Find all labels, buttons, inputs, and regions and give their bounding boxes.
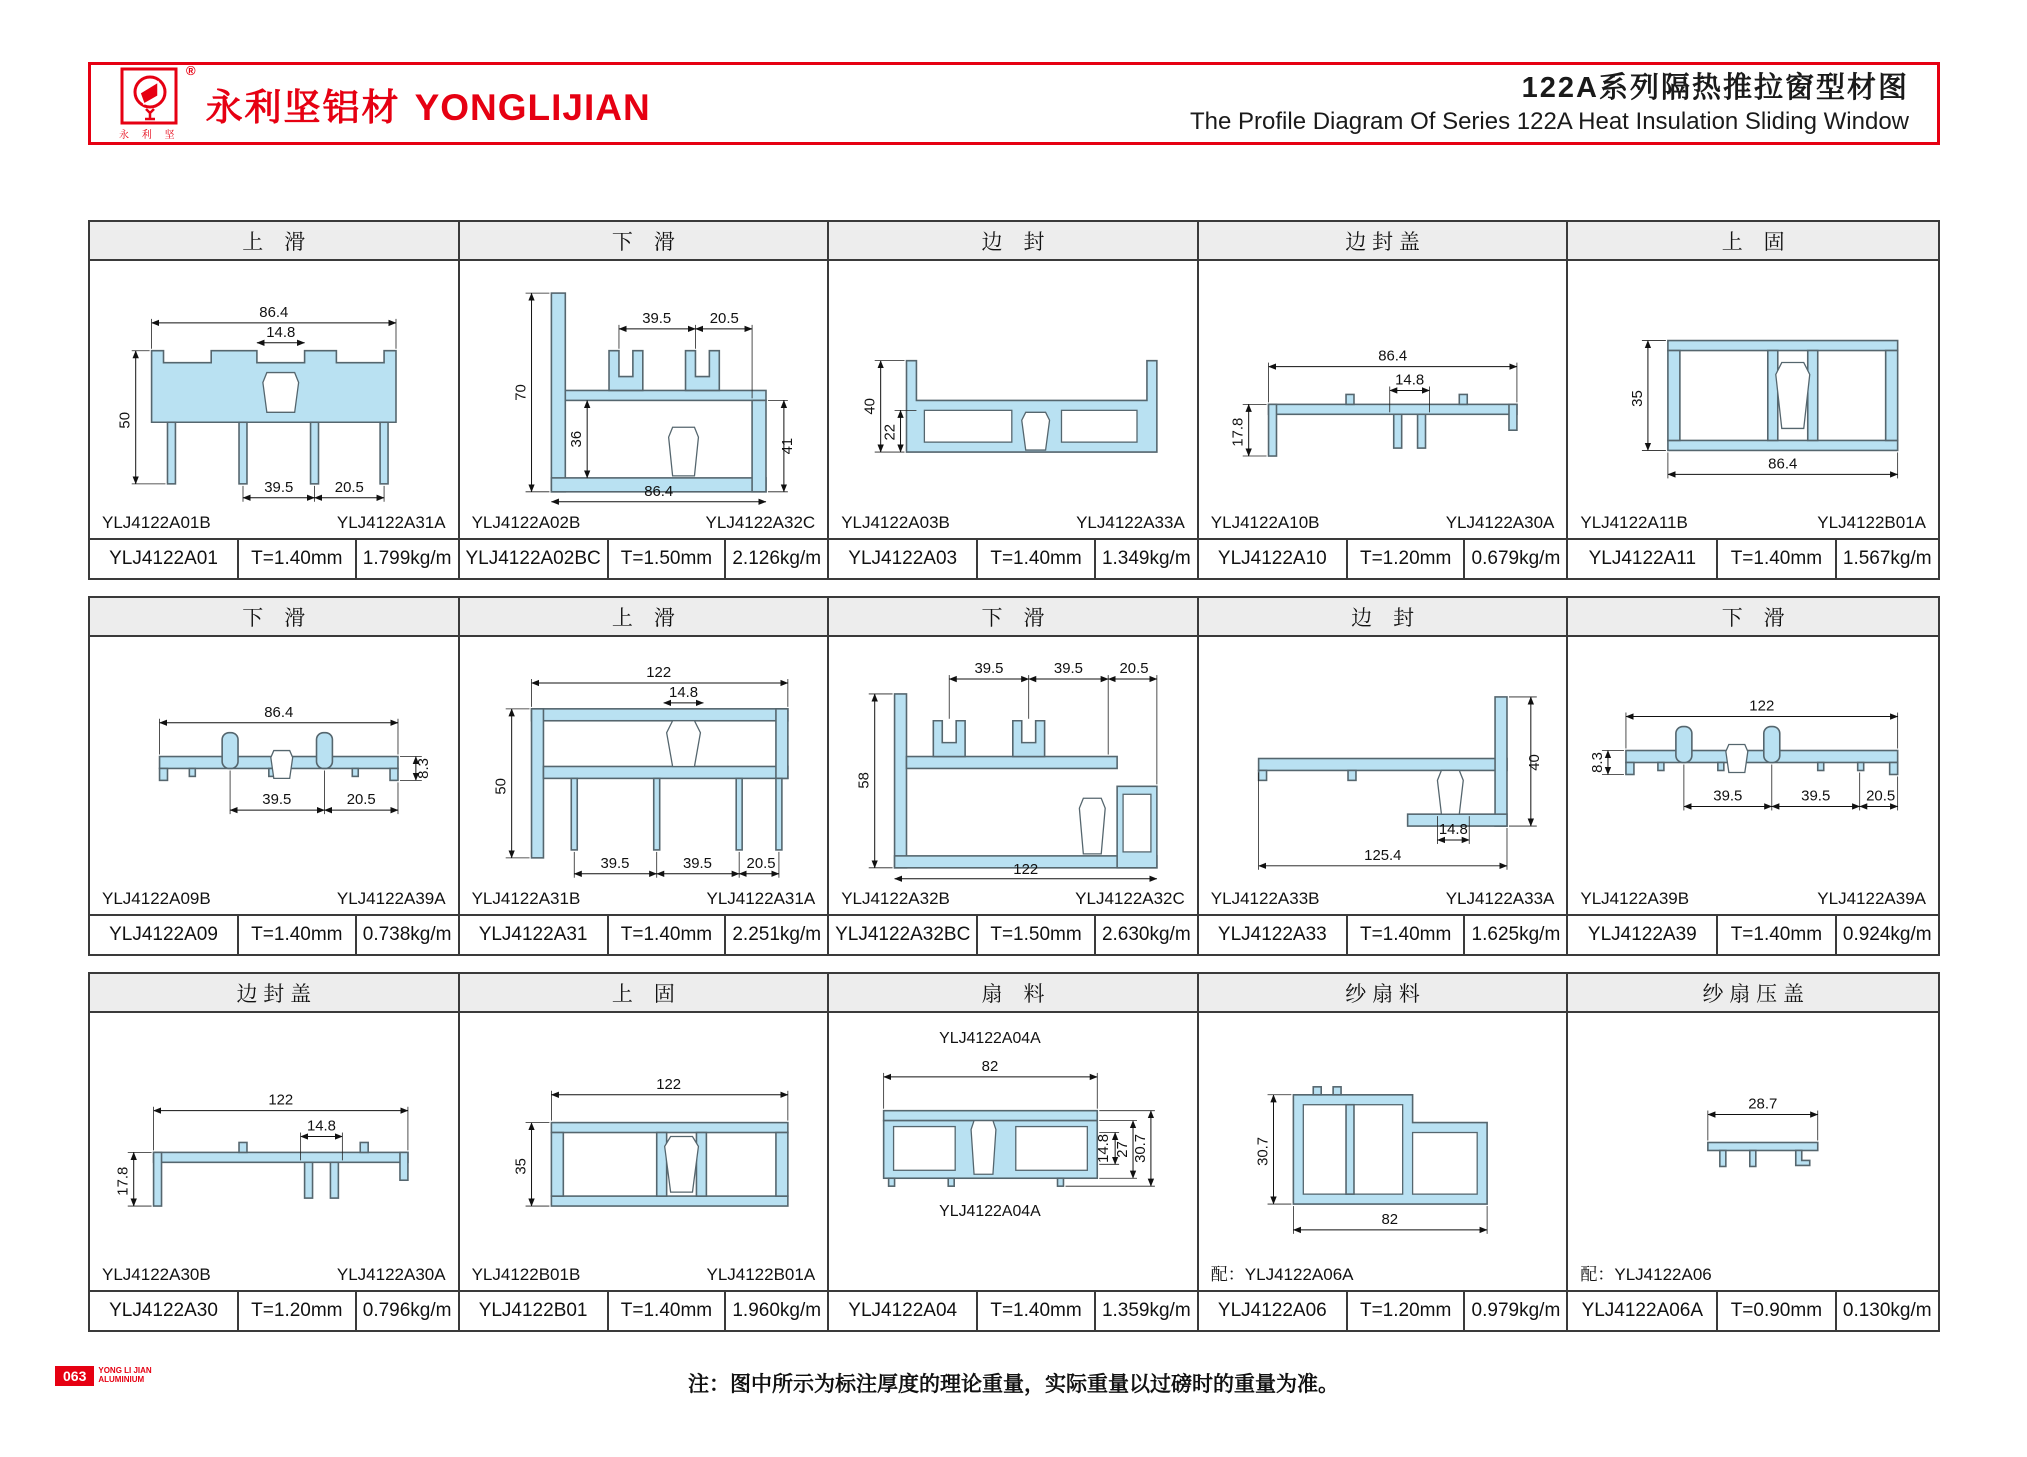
spec-row: [1199, 538, 1567, 578]
dim-label: 14.8: [1096, 1133, 1113, 1163]
brand-name-en: YONGLIJIAN: [414, 86, 651, 128]
spec-model: YLJ4122A09: [109, 924, 218, 945]
cell-title: 边 封 盖: [90, 974, 458, 1013]
dim-label: 86.4: [643, 483, 673, 500]
cell-title: 纱 扇 压 盖: [1568, 974, 1938, 1013]
spec-thickness: T=1.50mm: [607, 540, 725, 578]
dim-label: 82: [1381, 1211, 1398, 1228]
model-right: YLJ4122A31A: [336, 513, 446, 532]
spec-row: [1568, 538, 1938, 578]
registered-mark: ®: [185, 62, 196, 78]
spec-row: [90, 1290, 458, 1330]
model-labels: [102, 889, 446, 909]
spec-weight: 0.924kg/m: [1835, 916, 1938, 954]
spec-weight: 1.960kg/m: [724, 1292, 827, 1330]
page-number: 063: [55, 1366, 94, 1386]
badge-brand-line1: YONG LI JIAN: [98, 1366, 152, 1375]
dim-label: 36: [568, 430, 585, 448]
profile-cell-bianfeng-a03: [829, 222, 1199, 578]
model-labels: [841, 513, 1185, 533]
profile-drawing: [829, 261, 1197, 509]
cell-title: 纱 扇 料: [1199, 974, 1567, 1013]
model-left: YLJ4122A32B: [841, 889, 950, 908]
dim-label: 20.5: [746, 855, 776, 872]
spec-weight: 1.799kg/m: [355, 540, 458, 578]
profile-cell-shanghuai-a31: [460, 598, 830, 954]
spec-row: [1199, 914, 1567, 954]
dim-label: 50: [117, 411, 134, 429]
profile-drawing-area: [1199, 1013, 1567, 1290]
dim-label: 40: [862, 398, 879, 415]
model-labels: [1580, 889, 1926, 909]
dim-label: 39.5: [262, 792, 292, 809]
dim-label: 30.7: [1133, 1133, 1150, 1163]
profile-drawing: [460, 1013, 828, 1261]
profile-drawing-area: [90, 1013, 458, 1290]
profile-cell-shashanyagai-a06a: [1568, 974, 1938, 1330]
page-title: [1190, 70, 1909, 136]
model-left: YLJ4122A31B: [471, 889, 581, 908]
dim-label: 122: [645, 665, 671, 682]
profile-drawing: [90, 1013, 458, 1261]
profile-drawing-area: [1199, 637, 1567, 914]
dim-label: 39.5: [974, 661, 1004, 678]
profile-drawing: [460, 261, 828, 509]
profile-drawing: [1568, 261, 1938, 509]
dim-label: 20.5: [334, 479, 364, 496]
profile-drawing: [1568, 1013, 1938, 1261]
model-left: YLJ4122A02B: [471, 513, 581, 532]
spec-thickness: T=1.50mm: [976, 916, 1094, 954]
profile-drawing-area: [829, 261, 1197, 538]
profile-cell-xiahuai-a02: [460, 222, 830, 578]
model-left: YLJ4122A39B: [1580, 889, 1690, 908]
dim-label: 35: [513, 1158, 530, 1175]
profile-cell-xiahuai-a32: [829, 598, 1199, 954]
dim-label: 39.5: [682, 855, 712, 872]
spec-row: [460, 1290, 828, 1330]
dim-label: 40: [1526, 754, 1543, 771]
profile-drawing-area: [1199, 261, 1567, 538]
profile-cell-bianfenggai-a10: [1199, 222, 1569, 578]
model-right: YLJ4122B01A: [1817, 513, 1926, 532]
dim-label: 20.5: [709, 310, 739, 327]
spec-model: YLJ4122A04: [848, 1300, 958, 1321]
model-labels: [1211, 1260, 1555, 1285]
profile-drawing-area: [90, 261, 458, 538]
spec-model: YLJ4122A11: [1588, 548, 1697, 569]
dim-label: 122: [655, 1076, 681, 1093]
dim-label: 86.4: [259, 304, 289, 321]
dim-label: 14.8: [266, 324, 296, 341]
dim-label: 86.4: [1768, 455, 1798, 473]
profile-drawing-area: [1568, 637, 1938, 914]
brand-header: [88, 62, 1940, 145]
model-labels: [1580, 513, 1926, 533]
spec-model: YLJ4122A32BC: [835, 924, 971, 945]
spec-thickness: T=1.40mm: [976, 540, 1094, 578]
spec-thickness: T=1.40mm: [1716, 916, 1834, 954]
spec-thickness: T=1.40mm: [976, 1292, 1094, 1330]
dim-label: 17.8: [1230, 417, 1247, 447]
spec-row: [1568, 914, 1938, 954]
model-labels: [102, 513, 446, 533]
cell-title: 扇 料: [829, 974, 1197, 1013]
profile-drawing: [460, 637, 828, 885]
brand-name: [206, 77, 651, 131]
spec-model: YLJ4122A03: [848, 548, 958, 569]
spec-thickness: T=1.40mm: [607, 916, 725, 954]
model-left: YLJ4122A30B: [102, 1265, 211, 1284]
model-labels: [472, 513, 816, 533]
page-title-cn: 122A系列隔热推拉窗型材图: [1521, 72, 1909, 105]
spec-weight: 1.349kg/m: [1094, 540, 1197, 578]
model-left: YLJ4122A01B: [102, 513, 211, 532]
spec-weight: 0.679kg/m: [1463, 540, 1566, 578]
profile-drawing-area: [90, 637, 458, 914]
spec-weight: 0.130kg/m: [1835, 1292, 1938, 1330]
cell-title: 下 滑: [90, 598, 458, 637]
spec-row: [829, 1290, 1197, 1330]
profile-cell-shanggu-b01: [460, 974, 830, 1330]
brand-logo: [119, 62, 196, 141]
spec-row: [460, 538, 828, 578]
spec-model: YLJ4122A06: [1217, 1300, 1327, 1321]
dim-label: 20.5: [1119, 661, 1149, 678]
cell-title: 下 滑: [460, 222, 828, 261]
dim-label: 14.8: [1438, 822, 1468, 839]
cell-title: 边 封: [829, 222, 1197, 261]
dim-label: 27: [1115, 1141, 1132, 1158]
model-labels: [841, 889, 1185, 909]
spec-weight: 1.359kg/m: [1094, 1292, 1197, 1330]
spec-weight: 2.630kg/m: [1094, 916, 1197, 954]
model-left: YLJ4122A33B: [1210, 889, 1320, 908]
model-labels: [102, 1265, 446, 1285]
model-left: YLJ4122A03B: [841, 513, 950, 532]
profile-drawing: [829, 637, 1197, 885]
spec-model: YLJ4122A02BC: [465, 548, 601, 569]
badge-brand-line2: ALUMINIUM: [98, 1375, 145, 1385]
model-right: YLJ4122A33A: [1445, 889, 1555, 908]
logo-caption: 永 利 坚: [119, 129, 180, 141]
spec-weight: 2.126kg/m: [724, 540, 827, 578]
model-right: YLJ4122A31A: [706, 889, 816, 908]
dim-label: 39.5: [1801, 787, 1831, 805]
profile-drawing: [1199, 637, 1567, 885]
dim-label: 86.4: [1378, 348, 1408, 365]
drawing-label-bottom: YLJ4122A04A: [939, 1202, 1041, 1220]
profile-cell-bianfenggai-a30: [90, 974, 460, 1330]
spec-model: YLJ4122A31: [478, 924, 588, 945]
spec-weight: 1.625kg/m: [1463, 916, 1566, 954]
model-right: YLJ4122A33A: [1076, 513, 1185, 532]
profile-cell-shanggu-a11: [1568, 222, 1938, 578]
spec-row: [1568, 1290, 1938, 1330]
spec-thickness: T=1.40mm: [607, 1292, 725, 1330]
profile-drawing-area: [1568, 261, 1938, 538]
dim-label: 22: [882, 423, 899, 441]
dim-label: 20.5: [346, 792, 376, 809]
spec-thickness: T=1.20mm: [1346, 540, 1464, 578]
companion-model-note: 配：YLJ4122A06A: [1210, 1265, 1354, 1284]
dim-label: 39.5: [1054, 661, 1084, 678]
model-right: YLJ4122A32C: [705, 513, 816, 532]
profile-drawing: [90, 637, 458, 885]
spec-row: [1199, 1290, 1567, 1330]
spec-weight: 2.251kg/m: [724, 916, 827, 954]
cell-title: 边 封 盖: [1199, 222, 1567, 261]
cell-title: 下 滑: [1568, 598, 1938, 637]
dim-label: 39.5: [264, 479, 294, 496]
dim-label: 39.5: [600, 855, 630, 872]
dim-label: 70: [513, 384, 530, 401]
dim-label: 14.8: [1394, 372, 1424, 389]
profile-row-3: [88, 972, 1940, 1332]
profile-drawing-area: [460, 1013, 828, 1290]
model-right: YLJ4122A30A: [336, 1265, 446, 1284]
spec-row: [829, 914, 1197, 954]
model-right: YLJ4122A30A: [1445, 513, 1555, 532]
dim-label: 20.5: [1866, 787, 1896, 805]
spec-row: [90, 538, 458, 578]
cell-title: 上 滑: [460, 598, 828, 637]
profile-cell-shanliao-a04: [829, 974, 1199, 1330]
drawing-label-top: YLJ4122A04A: [939, 1030, 1041, 1048]
spec-thickness: T=0.90mm: [1716, 1292, 1834, 1330]
model-left: YLJ4122A10B: [1210, 513, 1320, 532]
dim-label: 14.8: [668, 684, 698, 701]
dim-label: 50: [493, 778, 510, 795]
profile-drawing-area: [829, 1013, 1197, 1290]
spec-model: YLJ4122A10: [1217, 548, 1327, 569]
profile-cell-bianfeng-a33: [1199, 598, 1569, 954]
page-title-en: The Profile Diagram Of Series 122A Heat Insulation Sliding Window: [1189, 107, 1909, 135]
profile-row-2: [88, 596, 1940, 956]
spec-thickness: T=1.40mm: [237, 540, 355, 578]
spec-weight: 0.796kg/m: [355, 1292, 458, 1330]
cell-title: 边 封: [1199, 598, 1567, 637]
dim-label: 30.7: [1255, 1136, 1272, 1166]
spec-weight: 0.738kg/m: [355, 916, 458, 954]
spec-thickness: T=1.20mm: [1346, 1292, 1464, 1330]
profile-drawing-area: [460, 261, 828, 538]
spec-weight: 0.979kg/m: [1463, 1292, 1566, 1330]
dim-label: 39.5: [1713, 787, 1743, 805]
dim-label: 8.3: [1589, 752, 1607, 773]
dim-label: 35: [1629, 390, 1647, 407]
companion-model-note: 配：YLJ4122A06: [1580, 1265, 1712, 1284]
profile-drawing-area: [829, 637, 1197, 914]
profile-cell-shanghuai-a01: [90, 222, 460, 578]
dim-label: 122: [268, 1092, 294, 1109]
profile-row-1: [88, 220, 1940, 580]
dim-label: 58: [856, 772, 873, 789]
model-left: YLJ4122B01B: [471, 1265, 581, 1284]
cell-title: 上 滑: [90, 222, 458, 261]
spec-thickness: T=1.40mm: [237, 916, 355, 954]
spec-model: YLJ4122A06A: [1581, 1300, 1704, 1321]
brand-name-cn: 永利坚铝材: [205, 86, 401, 128]
spec-model: YLJ4122A30: [109, 1300, 218, 1321]
cell-title: 上 固: [460, 974, 828, 1013]
profile-cell-shashanliao-a06: [1199, 974, 1569, 1330]
profile-drawing: [1199, 1013, 1567, 1261]
dim-label: 125.4: [1363, 847, 1402, 864]
dim-label: 39.5: [641, 310, 671, 327]
profile-cell-xiahuai-a09: [90, 598, 460, 954]
dim-label: 86.4: [264, 704, 294, 721]
spec-weight: 1.567kg/m: [1835, 540, 1938, 578]
profile-drawing-area: [1568, 1013, 1938, 1290]
dim-label: 17.8: [115, 1166, 132, 1196]
dim-label: 122: [1013, 861, 1039, 878]
model-left: YLJ4122A09B: [102, 889, 211, 908]
profile-drawing: [90, 261, 458, 509]
model-labels: [1580, 1260, 1926, 1285]
yonglijian-logo-icon: [120, 67, 178, 125]
model-right: YLJ4122B01A: [706, 1265, 816, 1284]
spec-row: [460, 914, 828, 954]
dim-label: 122: [1749, 697, 1775, 715]
spec-model: YLJ4122A33: [1217, 924, 1327, 945]
spec-model: YLJ4122B01: [478, 1300, 588, 1321]
model-labels: [472, 1265, 816, 1285]
profile-cell-xiahuai-a39: [1568, 598, 1938, 954]
model-right: YLJ4122A39A: [336, 889, 446, 908]
spec-model: YLJ4122A39: [1587, 924, 1697, 945]
cell-title: 下 滑: [829, 598, 1197, 637]
model-labels: [472, 889, 816, 909]
spec-row: [90, 914, 458, 954]
model-right: YLJ4122A32C: [1075, 889, 1185, 908]
profile-drawing-area: [460, 637, 828, 914]
model-right: YLJ4122A39A: [1817, 889, 1926, 908]
model-left: YLJ4122A11B: [1580, 513, 1688, 532]
dim-label: 8.3: [415, 758, 432, 779]
profile-drawing: [1199, 261, 1567, 509]
profile-drawing: [829, 1013, 1197, 1261]
dim-label: 14.8: [306, 1118, 336, 1135]
dim-label: 82: [981, 1058, 999, 1075]
spec-thickness: T=1.20mm: [237, 1292, 355, 1330]
spec-thickness: T=1.40mm: [1716, 540, 1834, 578]
spec-row: [829, 538, 1197, 578]
dim-label: 41: [779, 437, 796, 455]
spec-thickness: T=1.40mm: [1346, 916, 1464, 954]
dim-label: 28.7: [1748, 1095, 1778, 1113]
weight-note: 注：图中所示为标注厚度的理论重量，实际重量以过磅时的重量为准。: [688, 1373, 1339, 1396]
spec-model: YLJ4122A01: [109, 548, 218, 569]
cell-title: 上 固: [1568, 222, 1938, 261]
profile-drawing: [1568, 637, 1938, 885]
model-labels: [1211, 889, 1555, 909]
model-labels: [1211, 513, 1555, 533]
